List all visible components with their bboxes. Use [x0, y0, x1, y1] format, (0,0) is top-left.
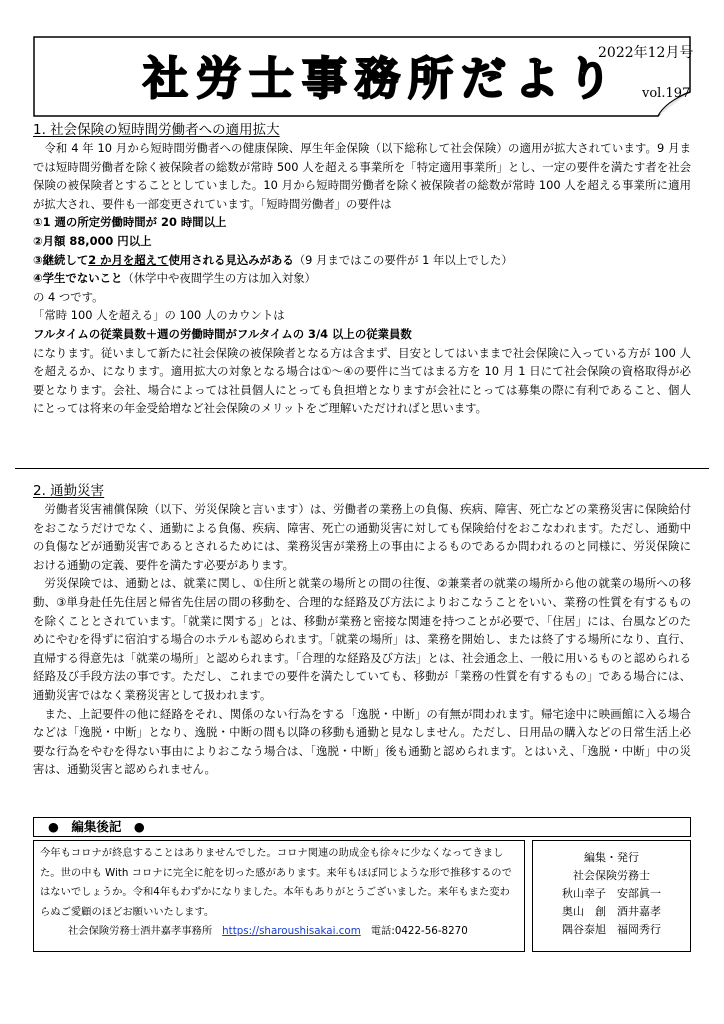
article-heading: 1. 社会保険の短時間労働者への適用拡大	[33, 122, 280, 138]
editor-note-header	[33, 817, 691, 837]
publisher-org: 社会保険労務士	[573, 869, 650, 882]
publisher-box	[532, 840, 691, 952]
requirement-duration-c: 使用される見込みがある	[168, 252, 294, 267]
article-closing: になります。従いまして新たに社会保険の被保険者となる方は含まず、目安としてはいままで社会保険に入っている方が 100 人を超えるか、になります。適用拡大の対象となる場合は①～④の要件に当てはまる方を 10 月 1 日にて社会保険の資格取得が必要となります。会社、場合によっては社員個人にとっても負担増となりますが会社にとっては募集の際に有利であること、個人にとっては将来の年金受給増など社会保険のメリットをご理解いただければと思います。	[33, 345, 691, 416]
requirement-hours: ①1 週の所定労働時間が 20 時間以上	[33, 215, 227, 230]
requirement-duration-a: ③継続して	[33, 252, 89, 267]
publisher-label: 編集・発行	[584, 851, 639, 864]
article-intro: 令和 4 年 10 月から短時間労働者への健康保険、厚生年金保険（以下総称して社会保険）の適用が拡大されています。9 月までは短時間労働者を除く被保険者の総数が常時 500 人を超える事業所を「特定適用事業所」とし、一定の要件を満たす者を社会保険の被保険者とすることとしていました。10 月から短時間労働者を除く被保険者の総数が常時 100 人を超える事業所に適用が拡大され、要件も一部変更されています。「短時間労働者」の要件は	[33, 141, 691, 211]
requirement-wage: ②月額 88,000 円以上	[33, 233, 152, 248]
publisher-names: 奥山 創 酒井嘉孝	[562, 905, 661, 918]
article-paragraph: 労働者災害補償保険（以下、労災保険と言います）は、労働者の業務上の負傷、疾病、障害、死亡などの業務災害に保険給付をおこなうだけでなく、通勤による負傷、疾病、障害、死亡の通勤災害に対しても保険給付をおこなわれます。ただし、通勤中の負傷などが通勤災害であるとされるためには、業務災害が業務上の事由によるものであるか問われるのと同様に、労災保険における通勤の定義、要件を満たす必要があります。	[33, 502, 691, 572]
office-name: 社会保険労務士酒井嘉孝事務所	[68, 925, 213, 937]
website-link[interactable]: https://sharoushisakai.com	[222, 925, 361, 937]
phone-number: 電話:0422-56-8270	[370, 925, 468, 937]
newsletter-banner	[33, 36, 694, 117]
article-paragraph: 労災保険では、通勤とは、就業に関し、①住所と就業の場所との間の往復、②兼業者の就業の場所から他の就業の場所への移動、③単身赴任先住居と帰省先住居の間の移動を、合理的な経路及び方法によりおこなうことをいい、業務の性質を有するものを除くこととされています。「就業に関する」とは、移動が業務と密接な関連を持つことが必要で、「住居」には、台風などのためにやむを得ずに宿泊する場合のホテルも認められます。「就業の場所」は、業務を開始し、または終了する場所になり、直行、直帰する得意先は「就業の場所」と認められます。「合理的な経路及び方法」とは、社会通念上、一般に用いるものと認められる経路及び手段方法の事です。ただし、これまでの要件を満たしていても、移動が「業務の性質を有するもの」である場合には、通勤災害ではなく業務災害として扱われます。	[33, 576, 691, 702]
requirement-duration-note: （9 月まではこの要件が 1 年以上でした）	[293, 252, 513, 267]
editor-note-box	[33, 840, 525, 952]
requirement-student	[33, 269, 691, 288]
article-paragraph: また、上記要件の他に経路をそれ、関係のない行為をする「逸脱・中断」の有無が問われます。帰宅途中に映画館に入る場合などは「逸脱・中断」となり、逸脱・中断の間も以降の移動も通勤と見なしません。ただし、日用品の購入などの日常生活上必要な行為をやむを得ない事由によりおこなう場合は、「逸脱・中断」後も通勤と認められます。とはいえ、「逸脱・中断」中の災害は、通勤災害と認められません。	[33, 706, 691, 777]
article-part-time-insurance	[33, 121, 691, 418]
requirement-duration	[33, 251, 691, 270]
publisher-names: 隅谷泰旭 福岡秀行	[562, 923, 661, 936]
contact-line	[40, 922, 518, 942]
requirement-duration-b: 2 か月を超えて	[88, 252, 169, 267]
editor-note-text: 今年もコロナが終息することはありませんでした。コロナ関連の助成金も徐々に少なくなってきました。世の中も With コロナに完全に舵を切った感があります。来年もほぼ同じような形で推移するのではないでしょうか。令和4年もわずかになりました。本年もありがとうございました。来年もまた変わらぬご愛顧のほどお願いいたします。	[40, 847, 512, 918]
newsletter-title: 社労士事務所だより	[143, 52, 621, 105]
editor-note-title: ● 編集後記 ●	[48, 819, 145, 834]
section-divider	[15, 468, 709, 469]
article-heading: 2. 通勤災害	[33, 483, 105, 499]
publisher-names: 秋山幸子 安部眞一	[562, 887, 661, 900]
count-rule-intro: 「常時 100 人を超える」の 100 人のカウントは	[33, 308, 285, 323]
requirement-student-main: ④学生でないこと	[33, 271, 123, 286]
article-commuting-accident	[33, 482, 691, 779]
issue-date: 2022年12月号	[598, 45, 694, 61]
requirement-student-note: （休学中や夜間学生の方は加入対象）	[122, 271, 317, 286]
count-rule: フルタイムの従業員数＋週の労働時間がフルタイムの 3/4 以上の従業員数	[33, 326, 412, 341]
issue-volume: vol.197	[642, 86, 691, 101]
requirement-count: の 4 つです。	[33, 289, 104, 304]
